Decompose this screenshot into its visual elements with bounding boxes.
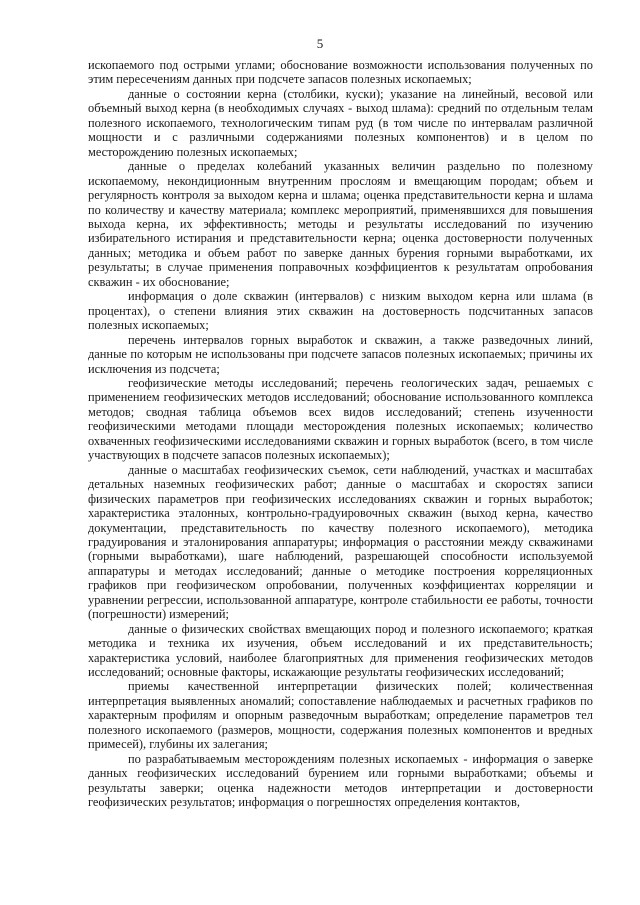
paragraph-geophysical-methods: геофизические методы исследований; перечень геологических задач, решаемых с применением геофизических методов исследований; обоснование использованного комплекса методов; сводная таблица объемов всех видов исследований; степень изученности геофизическими методами площади месторождения полезных ископаемых; количество охваченных геофизическими исследованиями скважин и горных выработок (всего, в том числе участвующих в подсчете запасов полезных ископаемых);: [88, 375, 593, 463]
paragraph-low-core-recovery: информация о доле скважин (интервалов) с низким выходом керна или шлама (в процентах), о степени влияния этих скважин на достоверность подсчитанных запасов полезных ископаемых;: [88, 289, 593, 333]
paragraph-interpretation: приемы качественной интерпретации физических полей; количественная интерпретация выявленных аномалий; сопоставление наблюдаемых и расчетных графиков по характерным профилям и опорным разведочным выработкам; определение параметров тел полезного ископаемого (размеров, мощности, содержания полезных компонентов и вредных примесей), глубины их залегания;: [88, 679, 593, 752]
paragraph-survey-scales: данные о масштабах геофизических съемок, сети наблюдений, участках и масштабах детальных наземных геофизических работ; данные о масштабах и скоростях записи физических параметров при геофизических исследованиях скважин и горных выработок; характеристика эталонных, контрольно-градуировочных скважин (выход керна, качество документации, представительность по качеству полезного ископаемого), методика градуирования и эталонирования аппаратуры; информация о расстоянии между скважинами (горными выработками), шаге наблюдений, разрешающей способности используемой аппаратуры и методах исследований; данные о методике построения корреляционных графиков при геофизическом опробовании, полученных коэффициентах корреляции и уравнении регрессии, использованной аппаратуре, контроле стабильности ее работы, точности (погрешности) измерений;: [88, 462, 593, 622]
paragraph-verification: по разрабатываемым месторождениям полезных ископаемых - информация о заверке данных геофизических исследований бурением или горными выработками; объемы и результаты заверки; оценка надежности методов интерпретации и достоверности геофизических результатов; информация о погрешностях определения контактов,: [88, 751, 593, 810]
paragraph-continuation: ископаемого под острыми углами; обоснование возможности использования полученных по этим пересечениям данных при подсчете запасов полезных ископаемых;: [88, 58, 593, 87]
paragraph-variation-limits: данные о пределах колебаний указанных величин раздельно по полезному ископаемому, некондиционным внутренним прослоям и вмещающим породам; объем и регулярность контроля за выходом керна и шлама; оценка представительности керна и шлама по количеству и качеству материала; комплекс мероприятий, применявшихся для повышения выхода керна, их эффективность; методы и результаты исследований по изучению избирательного истирания и представительности керна; оценка достоверности полученных данных; методика и объем работ по заверке данных бурения горными выработками, их результаты; в случае применения поправочных коэффициентов к результатам опробования скважин - их обоснование;: [88, 159, 593, 289]
paragraph-excluded-intervals: перечень интервалов горных выработок и скважин, а также разведочных линий, данные по которым не использованы при подсчете запасов полезных ископаемых; причины их исключения из подсчета;: [88, 332, 593, 376]
document-body: [88, 58, 593, 810]
page-number: 5: [316, 36, 324, 51]
paragraph-physical-properties: данные о физических свойствах вмещающих пород и полезного ископаемого; краткая методика и техника их изучения, объем исследований и их представительность; характеристика условий, наиболее благоприятных для применения геофизических методов исследований; основные факторы, искажающие результаты геофизических исследований;: [88, 621, 593, 680]
paragraph-core-condition: данные о состоянии керна (столбики, куски); указание на линейный, весовой или объемный выход керна (в необходимых случаях - выход шлама): средний по отдельным телам полезного ископаемого, технологическим типам руд (в том числе по интервалам различной мощности и с различными содержаниями полезных компонентов) и в целом по месторождению полезных ископаемых;: [88, 86, 593, 159]
